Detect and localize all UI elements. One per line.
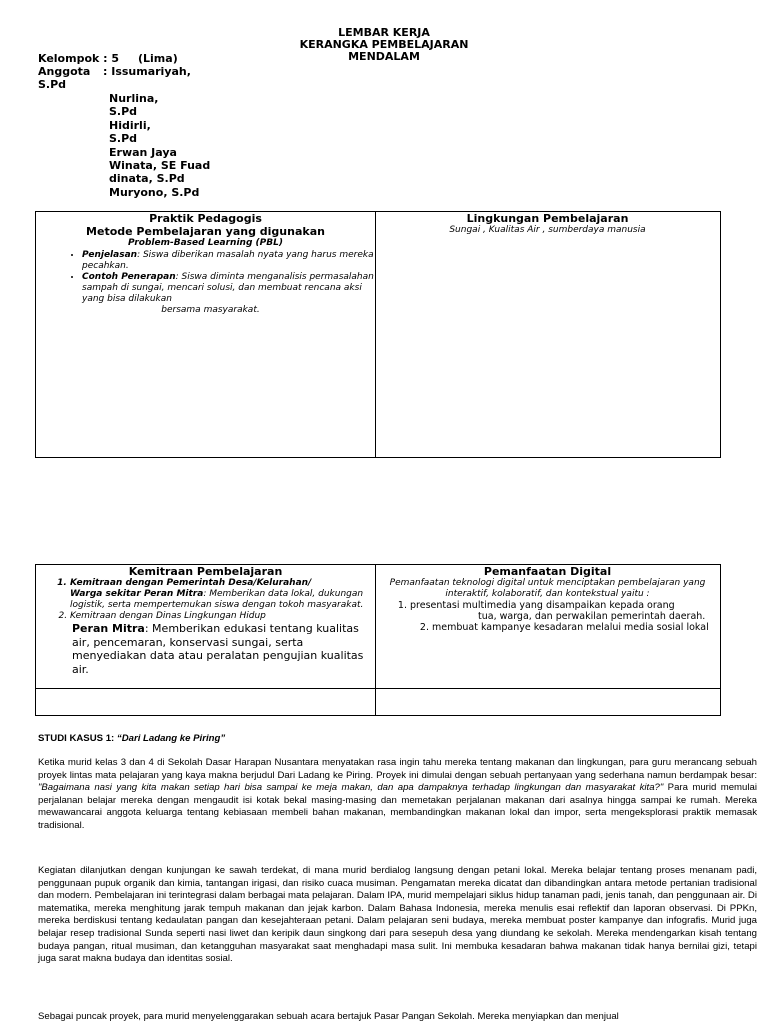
cell-praktik-pedagogis (36, 212, 375, 316)
anggota-line: dinata, S.Pd (109, 172, 185, 185)
case-study-paragraph-2: Kegiatan dilanjutkan dengan kunjungan ke sawah terdekat, di mana murid berdialog langsung dengan petani lokal. Mereka belajar tentang proses menanam padi, penggunaan pupuk organik dan kimia, tantangan irigasi, dan risiko cuaca musiman. Pengamatan mereka dicatat dan dibandingkan antara metode pertanian tradisional dan modern. Pembelajaran ini terintegrasi dalam berbagai mata pelajaran. Dalam IPA, murid mempelajari siklus hidup tanaman padi, jenis tanah, dan penggunaan air. Di matematika, mereka menghitung jarak tempuh makanan dan jejak karbon. Dalam Bahasa Indonesia, mereka menulis esai reflektif dan laporan observasi. Di PPKn, mereka berdiskusi tentang kedaulatan pangan dan kesejahteraan petani. Dalam pelajaran seni budaya, mereka membuat poster kampanye dan infografis. Murid juga belajar resep tradisional Sunda seperti nasi liwet dan keripik daun singkong dari para sesepuh desa yang diundang ke sekolah. Mereka mendengarkan kisah tentang budaya pangan, ritual musiman, dan ketangguhan masyarakat saat menghadapi masa sulit. Ini membuka kesadaran bahwa makanan tidak hanya bernilai gizi, tetapi juga sarat makna budaya dan identitas sosial. (38, 865, 757, 965)
anggota-line: Nurlina, (109, 92, 159, 105)
cell-heading: Kemitraan Pembelajaran (128, 565, 283, 578)
method-bullet-list (36, 250, 375, 305)
list-item: • Contoh Penerapan: Siswa diminta menganalisis permasalahan sampah di sungai, mencari solusi, dan membuat rencana aksi yang bisa dilakukan (82, 272, 375, 305)
table-divider (375, 212, 376, 457)
cell-heading: Lingkungan Pembelajaran (466, 212, 629, 225)
list-item: 1. Kemitraan dengan Pemerintah Desa/Kelurahan/ Warga sekitar Peran Mitra: Memberikan data lokal, dukungan logistik, serta mempertemukan siswa dengan tokoh masyarakat. (70, 578, 375, 611)
bullet-continuation: bersama masyarakat. (161, 305, 260, 315)
case-study-paragraph-1: Ketika murid kelas 3 dan 4 di Sekolah Dasar Harapan Nusantara menyatakan rasa ingin tahu mereka tentang makanan dan lingkungan, para guru merancang sebuah proyek lintas mata pelajaran yang kaya makna berjudul Dari Ladang ke Piring. Proyek ini dimulai dengan sebuah pertanyaan yang sederhana namun berdampak besar: "Bagaimana nasi yang kita makan setiap hari bisa sampai ke meja makan, dan apa dampaknya terhadap lingkungan dan masyarakat kita?" Para murid memulai perjalanan belajar mereka dengan mengaudit isi kotak bekal masing-masing dan memetakan perjalanan makanan dari asalnya hingga sampai ke rumah. Mereka mewawancarai anggota keluarga tentang kebiasaan membeli bahan makanan, membandingkan makanan lokal dan impor, serta mengeksplorasi praktik memasak tradisional. (38, 757, 757, 831)
list-item: • Penjelasan: Siswa diberikan masalah nyata yang harus mereka pecahkan. (82, 250, 375, 272)
anggota-line: Muryono, S.Pd (109, 186, 200, 199)
kelompok-label: Kelompok : 5 (38, 52, 120, 65)
document-title-line-1: LEMBAR KERJA (338, 26, 430, 39)
anggota-label: Anggota (38, 65, 91, 78)
cell-kemitraan-pembelajaran (36, 565, 375, 676)
case-study-heading: STUDI KASUS 1: “Dari Ladang ke Piring” (38, 733, 226, 744)
method-name: Problem-Based Learning (PBL) (128, 238, 283, 248)
cell-subheading: Metode Pembelajaran yang digunakan (86, 225, 325, 238)
anggota-line: Erwan Jaya (109, 146, 177, 159)
digital-list (376, 600, 719, 622)
anggota-first-member: : Issumariyah, (103, 65, 191, 78)
list-item: 2. Kemitraan dengan Dinas Lingkungan Hidup (70, 611, 375, 622)
document-title-line-3: MENDALAM (348, 50, 420, 63)
peran-mitra-text: Peran Mitra: Memberikan edukasi tentang kualitas air, pencemaran, konservasi sungai, serta menyediakan data atau peralatan pengujian kualitas air. (72, 622, 364, 676)
digital-list (376, 622, 719, 633)
kelompok-value: (Lima) (138, 52, 178, 65)
anggota-line: S.Pd (109, 132, 138, 145)
cell-heading: Pemanfaatan Digital (483, 565, 612, 578)
anggota-line: S.Pd (38, 78, 67, 91)
anggota-line: S.Pd (109, 105, 138, 118)
list-item: 1. presentasi multimedia yang disampaikan kepada orang tua, warga, dan perwakilan pemerintah daerah. (410, 600, 719, 622)
anggota-line: Hidirli, (109, 119, 151, 132)
cell-pemanfaatan-digital (376, 565, 719, 633)
digital-intro: Pemanfaatan teknologi digital untuk menciptakan pembelajaran yang interaktif, kolaboratif, dan kontekstual yaitu : (389, 578, 706, 599)
cell-lingkungan-pembelajaran (376, 212, 719, 236)
anggota-line: Winata, SE Fuad (109, 159, 211, 172)
partnership-list (36, 578, 375, 622)
document-title-line-2: KERANGKA PEMBELAJARAN (299, 38, 469, 51)
environment-text: Sungai , Kualitas Air , sumberdaya manusia (449, 225, 646, 235)
cell-heading: Praktik Pedagogis (149, 212, 262, 225)
table-row-divider (36, 688, 720, 689)
list-item: 2. membuat kampanye kesadaran melalui media sosial lokal (432, 622, 719, 633)
case-study-paragraph-3: Sebagai puncak proyek, para murid menyelenggarakan sebuah acara bertajuk Pasar Pangan Sekolah. Mereka menyiapkan dan menjual (38, 1011, 619, 1022)
